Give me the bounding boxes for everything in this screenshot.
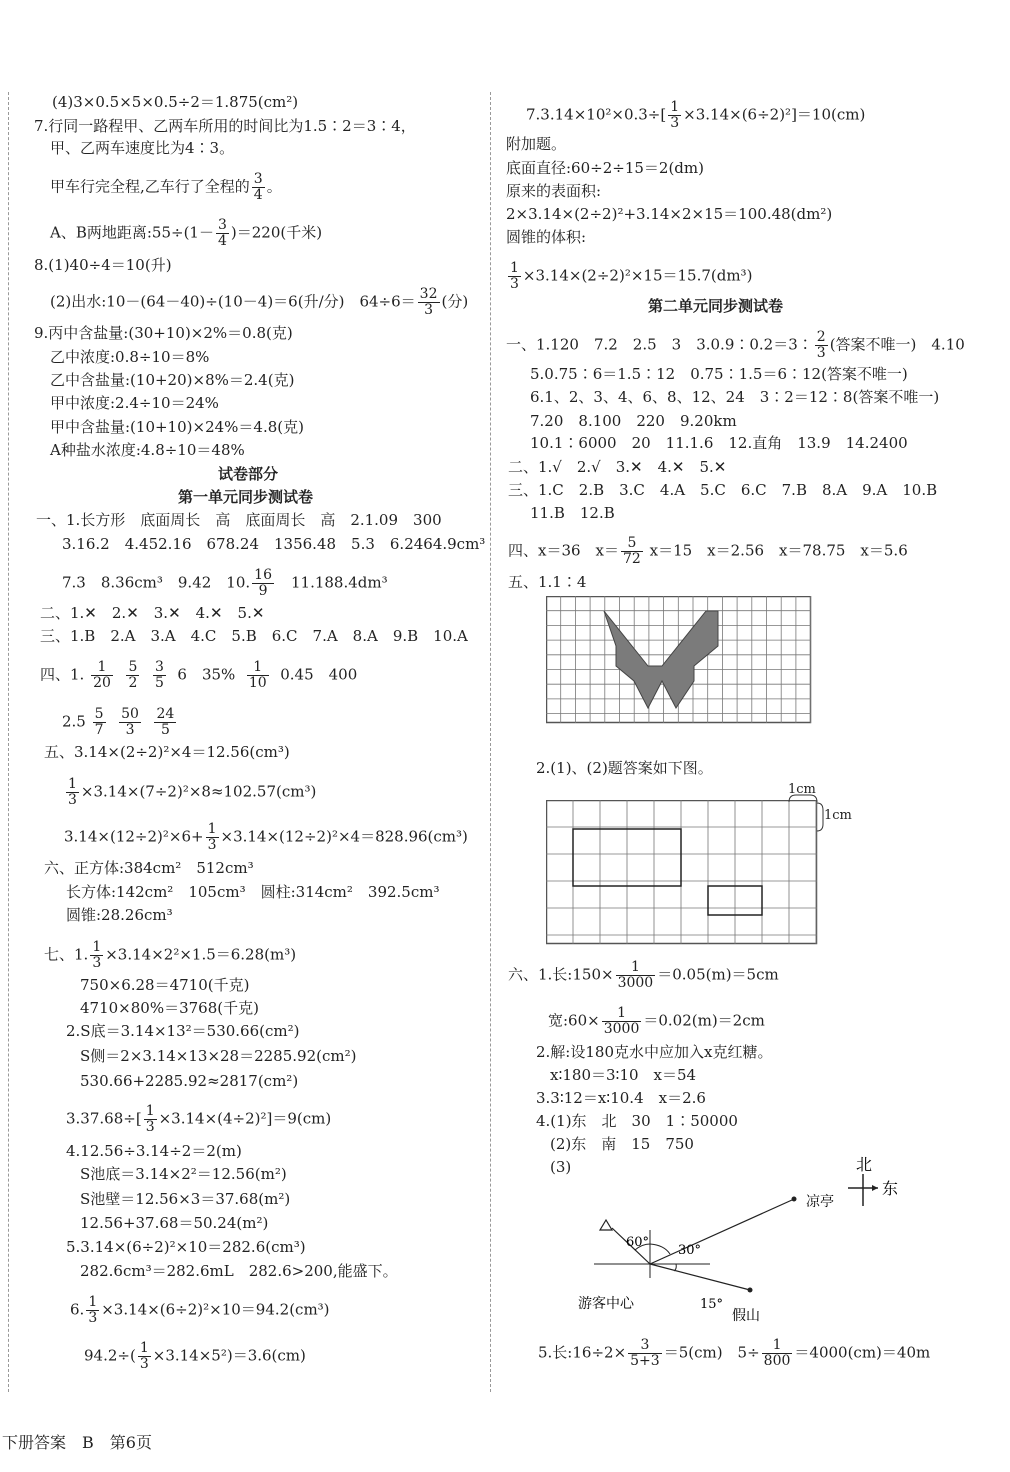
fraction: $\frac{1}{3000}$ [603, 1005, 640, 1037]
text-line: x∶180＝3∶10 x＝54 [550, 1066, 697, 1084]
text-line: (2)东 南 15 750 [550, 1135, 694, 1153]
fraction: $\frac{1}{3}$ [145, 1103, 155, 1135]
text-line: 二、1.✕ 2.✕ 3.✕ 4.✕ 5.✕ [40, 604, 265, 622]
text-line: 5.长:16÷2× $\frac{3}{5+3}$ ＝5(cm) 5÷ $\frac{1}{800}$ ＝4000(cm)＝40m [538, 1337, 931, 1369]
text-line: 长方体:142cm² 105cm³ 圆柱:314cm² 392.5cm³ [66, 883, 440, 901]
text-line: 6. $\frac{1}{3}$ ×3.14×(6÷2)²×10＝94.2(cm³) [70, 1294, 330, 1326]
angle-30-label: 30° [678, 1243, 702, 1258]
text-line: 甲中含盐量:(10+10)×24%＝4.8(克) [50, 418, 304, 436]
jiashan-point [748, 1288, 753, 1293]
rectangles-grid-figure [546, 800, 818, 946]
section-title: 第一单元同步测试卷 [178, 488, 314, 506]
text-line: 94.2÷( $\frac{1}{3}$ ×3.14×5²)＝3.6(cm) [84, 1340, 306, 1372]
visitor-center-label: 游客中心 [578, 1296, 634, 1312]
text-line: 2.S底＝3.14×13²＝530.66(cm²) [66, 1022, 300, 1040]
text-line: 七、1. $\frac{1}{3}$ ×3.14×2²×1.5＝6.28(m³) [44, 939, 297, 971]
text-line: 750×6.28＝4710(千克) [80, 976, 250, 994]
text-line: 9.丙中含盐量:(30+10)×2%＝0.8(克) [34, 324, 293, 342]
angle-60-label: 60° [626, 1235, 650, 1250]
fraction: $\frac{1}{3}$ [670, 99, 680, 131]
left-margin-divider [8, 92, 9, 1392]
text-line: 3.37.68÷[ $\frac{1}{3}$ ×3.14×(4÷2)²]＝9(cm) [66, 1103, 332, 1135]
text-line: 5.3.14×(6÷2)²×10＝282.6(cm³) [66, 1238, 306, 1256]
text-line: 11.B 12.B [530, 504, 615, 522]
text-line: 圆锥的体积: [506, 228, 587, 246]
scale-label-top: 1cm [788, 782, 816, 797]
text-line: 三、1.C 2.B 3.C 4.A 5.C 6.C 7.B 8.A 9.A 10.B [508, 481, 938, 499]
page-footer: 下册答案 B 第6页 [2, 1433, 152, 1452]
fraction: $\frac{5}{2}$ [128, 659, 138, 691]
north-label: 北 [856, 1155, 873, 1174]
text-line: 530.66+2285.92≈2817(cm²) [80, 1072, 299, 1090]
liangting-point [792, 1197, 797, 1202]
text-line: 二、1.√ 2.√ 3.✕ 4.✕ 5.✕ [508, 458, 727, 476]
text-line: 原来的表面积: [506, 182, 602, 200]
fraction: $\frac{1}{3}$ [68, 776, 77, 808]
text-line: 4.12.56÷3.14÷2＝2(m) [66, 1142, 242, 1160]
text-line: 一、1.长方形 底面周长 高 底面周长 高 2.1.09 300 [36, 511, 442, 529]
text-line: 三、1.B 2.A 3.A 4.C 5.B 6.C 7.A 8.A 9.B 10.A [40, 627, 468, 645]
fraction: $\frac{5}{7}$ [94, 706, 104, 738]
text-line: 甲中浓度:2.4÷10＝24% [50, 394, 219, 412]
fraction: $\frac{16}{9}$ [254, 567, 272, 599]
fraction: $\frac{1}{20}$ [93, 659, 111, 691]
text-line: 7.行同一路程甲、乙两车所用的时间比为1.5∶2＝3∶4， [34, 117, 416, 135]
text-line: 乙中含盐量:(10+20)×8%＝2.4(克) [50, 371, 295, 389]
fraction: $\frac{24}{5}$ [156, 706, 175, 738]
text-line: S池底＝3.14×2²＝12.56(m²) [80, 1165, 287, 1183]
scale-label-right: 1cm [824, 808, 852, 823]
liangting-label: 凉亭 [806, 1194, 834, 1210]
fraction: $\frac{5}{72}$ [623, 535, 641, 567]
text-line: S池壁＝12.56×3＝37.68(m²) [80, 1190, 291, 1208]
text-line: S侧＝2×3.14×13×28＝2285.92(cm²) [80, 1047, 357, 1065]
text-line: 10.1∶6000 20 11.1.6 12.直角 13.9 14.2400 [530, 434, 908, 452]
text-line: 282.6cm³＝282.6mL 282.6>200,能盛下。 [80, 1262, 398, 1280]
east-label: 东 [882, 1179, 899, 1198]
text-line: 6.1、2、3、4、6、8、12、24 3∶2＝12∶8(答案不唯一) [530, 388, 940, 406]
scale-bracket-top [788, 793, 818, 803]
text-line: 2.5 $\frac{5}{7}$ $\frac{50}{3}$ $\frac{24}{5}$ [62, 706, 175, 738]
text-line: 四、x＝36 x＝ $\frac{5}{72}$ x＝15 x＝2.56 x＝78.75 x＝5.6 [508, 535, 908, 567]
fraction: $\frac{1}{3}$ [88, 1294, 98, 1326]
angle-15-label: 15° [700, 1297, 724, 1312]
text-line: 3.14×(12÷2)²×6+ $\frac{1}{3}$ ×3.14×(12÷2)²×4＝828.96(cm³) [64, 821, 468, 853]
text-line: 5.0.75∶6＝1.5∶12 0.75∶1.5＝6∶12(答案不唯一) [530, 365, 908, 383]
text-line: 四、1. $\frac{1}{20}$ $\frac{5}{2}$ $\frac{3}{5}$ 6 35% $\frac{1}{10}$ 0.45 400 [40, 659, 358, 691]
column-divider [490, 92, 491, 1392]
landmark-triangle [600, 1220, 612, 1230]
text-line: 2×3.14×(2÷2)²+3.14×2×15＝100.48(dm²) [506, 205, 833, 223]
text-line: A种盐水浓度:4.8÷10＝48% [50, 441, 245, 459]
fraction: $\frac{3}{4}$ [217, 217, 227, 249]
text-line: 甲、乙两车速度比为4∶3。 [50, 139, 235, 157]
text-line: 附加题。 [506, 135, 567, 153]
text-line: (2)出水:10－(64－40)÷(10－4)＝6(升/分) 64÷6＝ $\frac{32}{3}$ (分) [50, 286, 469, 318]
fraction: $\frac{1}{3}$ [139, 1340, 149, 1372]
text-line: $\frac{1}{3}$ ×3.14×(7÷2)²×8≈102.57(cm³) [68, 776, 317, 808]
text-line: 12.56+37.68＝50.24(m²) [80, 1214, 269, 1232]
text-line: (3) [550, 1158, 572, 1176]
text-line: (4)3×0.5×5×0.5÷2＝1.875(cm²) [52, 93, 299, 111]
text-line: 3.3∶12＝x∶10.4 x＝2.6 [536, 1089, 706, 1107]
butterfly-grid-figure [546, 596, 812, 724]
fraction: $\frac{3}{4}$ [253, 171, 263, 203]
text-line: 8.(1)40÷4＝10(升) [34, 256, 172, 274]
jiashan-label: 假山 [732, 1308, 760, 1324]
text-line: 圆锥:28.26cm³ [66, 906, 173, 924]
text-line: 宽:60× $\frac{1}{3000}$ ＝0.02(m)＝2cm [548, 1005, 765, 1037]
text-line: A、B两地距离:55÷(1－ $\frac{3}{4}$ )＝220(千米) [50, 217, 323, 249]
text-line: 3.16.2 4.452.16 678.24 1356.48 5.3 6.2464.9cm³ [62, 535, 486, 553]
fraction: $\frac{1}{3}$ [92, 939, 102, 971]
text-line: 4710×80%＝3768(千克) [80, 999, 259, 1017]
fraction: $\frac{3}{5+3}$ [630, 1337, 660, 1369]
section-title: 第二单元同步测试卷 [648, 297, 784, 315]
fraction: $\frac{1}{3000}$ [617, 959, 654, 991]
text-line: 底面直径:60÷2÷15＝2(dm) [506, 159, 704, 177]
map-diagram [560, 1150, 920, 1330]
text-line: 甲车行完全程,乙车行了全程的 $\frac{3}{4}$ 。 [50, 171, 282, 203]
text-line: 7.3 8.36cm³ 9.42 10. $\frac{16}{9}$ 11.188.4dm³ [62, 567, 388, 599]
fraction: $\frac{32}{3}$ [419, 286, 438, 318]
fraction: $\frac{1}{10}$ [248, 659, 267, 691]
text-line: 7.20 8.100 220 9.20km [530, 412, 737, 430]
text-line: $\frac{1}{3}$ ×3.14×(2÷2)²×15＝15.7(dm³) [510, 260, 753, 292]
text-line: 2.(1)、(2)题答案如下图。 [536, 759, 713, 777]
fraction: $\frac{50}{3}$ [121, 706, 139, 738]
fraction: $\frac{1}{800}$ [763, 1337, 791, 1369]
fraction: $\frac{1}{3}$ [207, 821, 217, 853]
text-line: 六、正方体:384cm² 512cm³ [44, 859, 254, 877]
text-line: 五、1.1∶4 [508, 573, 587, 591]
text-line: 7.3.14×10²×0.3÷[ $\frac{1}{3}$ ×3.14×(6÷2)²]＝10(cm) [526, 99, 866, 131]
fraction: $\frac{2}{3}$ [816, 329, 826, 361]
fraction: $\frac{1}{3}$ [510, 260, 519, 292]
section-title: 试卷部分 [218, 465, 279, 483]
text-line: 六、1.长:150× $\frac{1}{3000}$ ＝0.05(m)＝5cm [508, 959, 779, 991]
text-line: 乙中浓度:0.8÷10＝8% [50, 348, 210, 366]
fraction: $\frac{3}{5}$ [154, 659, 164, 691]
text-line: 一、1.120 7.2 2.5 3 3.0.9∶0.2＝3∶ $\frac{2}{3}$ (答案不唯一) 4.10 [506, 329, 965, 361]
text-line: 五、3.14×(2÷2)²×4＝12.56(cm³) [44, 743, 290, 761]
text-line: 4.(1)东 北 30 1∶50000 [536, 1112, 738, 1130]
text-line: 2.解:设180克水中应加入x克红糖。 [536, 1043, 773, 1061]
